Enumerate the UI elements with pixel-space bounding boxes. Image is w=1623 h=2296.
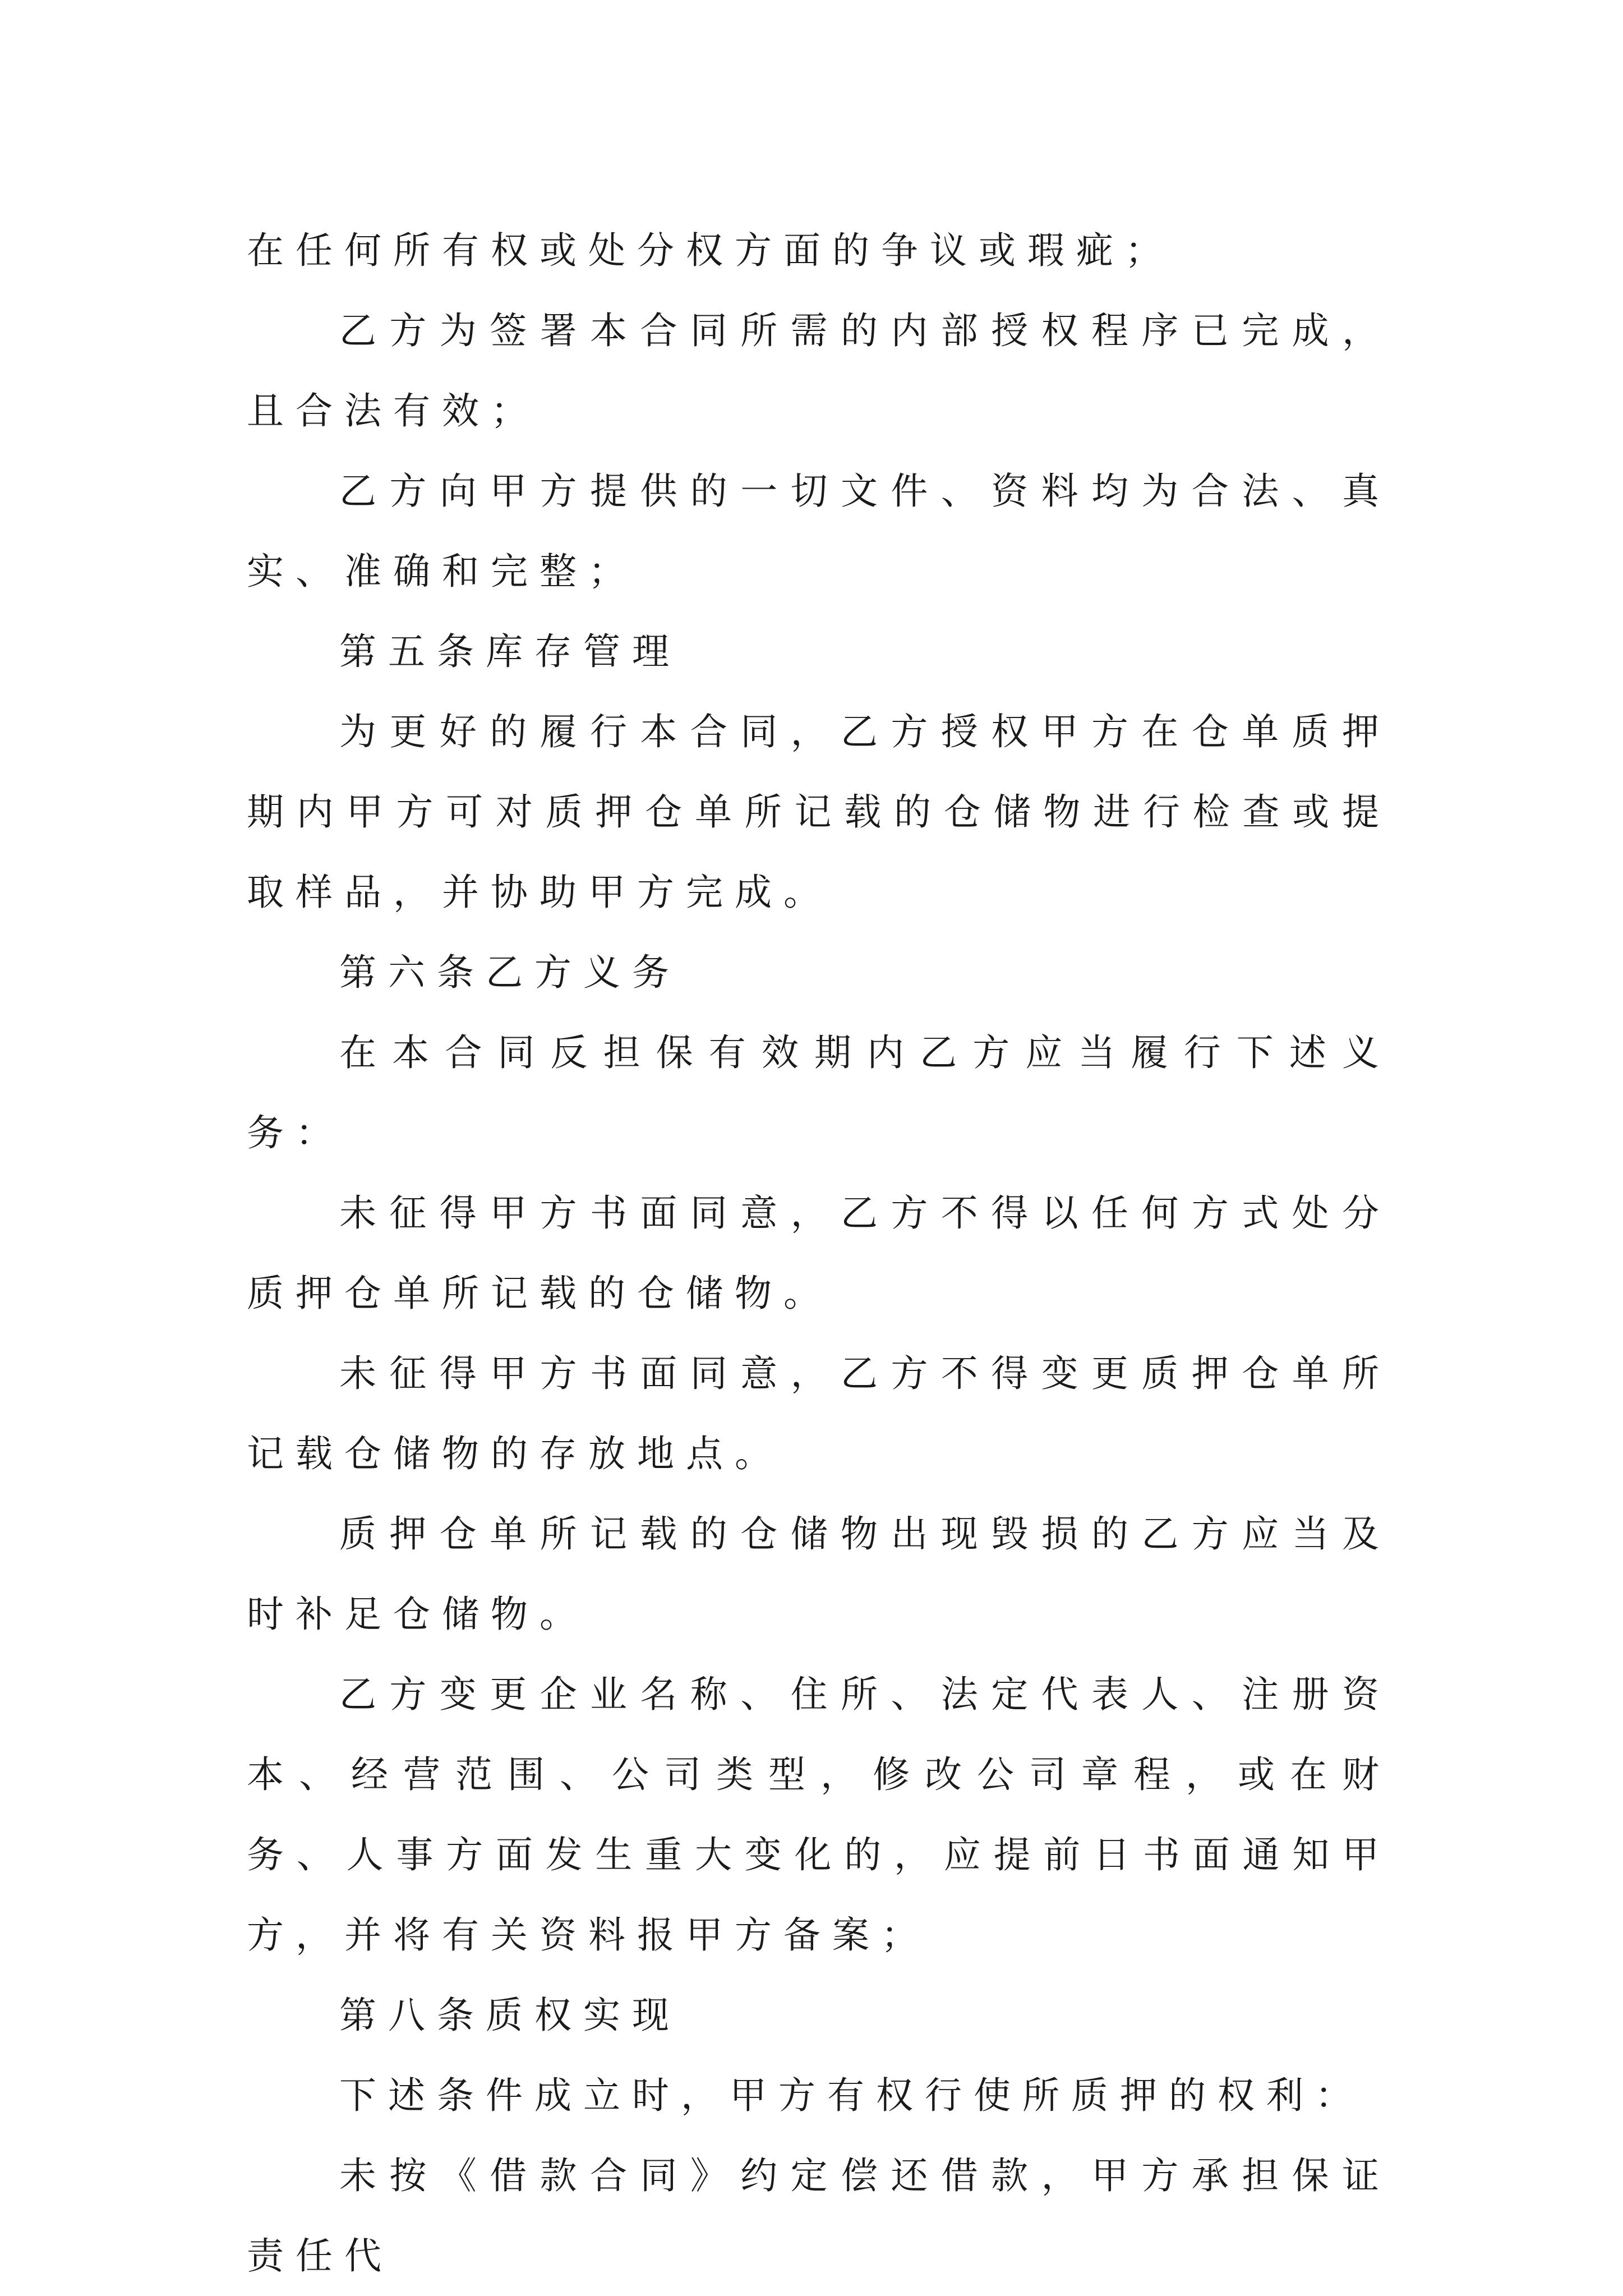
paragraph: 未征得甲方书面同意，乙方不得以任何方式处分质押仓单所记载的仓储物。 [247, 1191, 1391, 1315]
paragraph: 下述条件成立时，甲方有权行使所质押的权利： [339, 2074, 1364, 2117]
paragraph: 在本合同反担保有效期内乙方应当履行下述义务： [247, 1031, 1391, 1154]
section-heading: 第八条质权实现 [339, 1994, 681, 2037]
paragraph: 在任何所有权或处分权方面的争议或瑕疵； [247, 229, 1174, 272]
section-heading: 第六条乙方义务 [339, 951, 681, 994]
paragraph: 未征得甲方书面同意，乙方不得变更质押仓单所记载仓储物的存放地点。 [247, 1352, 1391, 1475]
section-heading: 第五条库存管理 [339, 630, 681, 673]
paragraph: 未按《借款合同》约定偿还借款，甲方承担保证责任代 [247, 2154, 1391, 2277]
document-body [247, 210, 1391, 2296]
paragraph: 乙方为签署本合同所需的内部授权程序已完成，且合法有效； [247, 309, 1391, 432]
paragraph: 乙方变更企业名称、住所、法定代表人、注册资本、经营范围、公司类型，修改公司章程，或在财务、人事方面发生重大变化的，应提前日书面通知甲方，并将有关资料报甲方备案； [247, 1673, 1391, 1957]
paragraph: 乙方向甲方提供的一切文件、资料均为合法、真实、准确和完整； [247, 470, 1391, 593]
paragraph: 质押仓单所记载的仓储物出现毁损的乙方应当及时补足仓储物。 [247, 1512, 1391, 1636]
paragraph: 为更好的履行本合同，乙方授权甲方在仓单质押期内甲方可对质押仓单所记载的仓储物进行检查或提取样品，并协助甲方完成。 [247, 710, 1391, 914]
